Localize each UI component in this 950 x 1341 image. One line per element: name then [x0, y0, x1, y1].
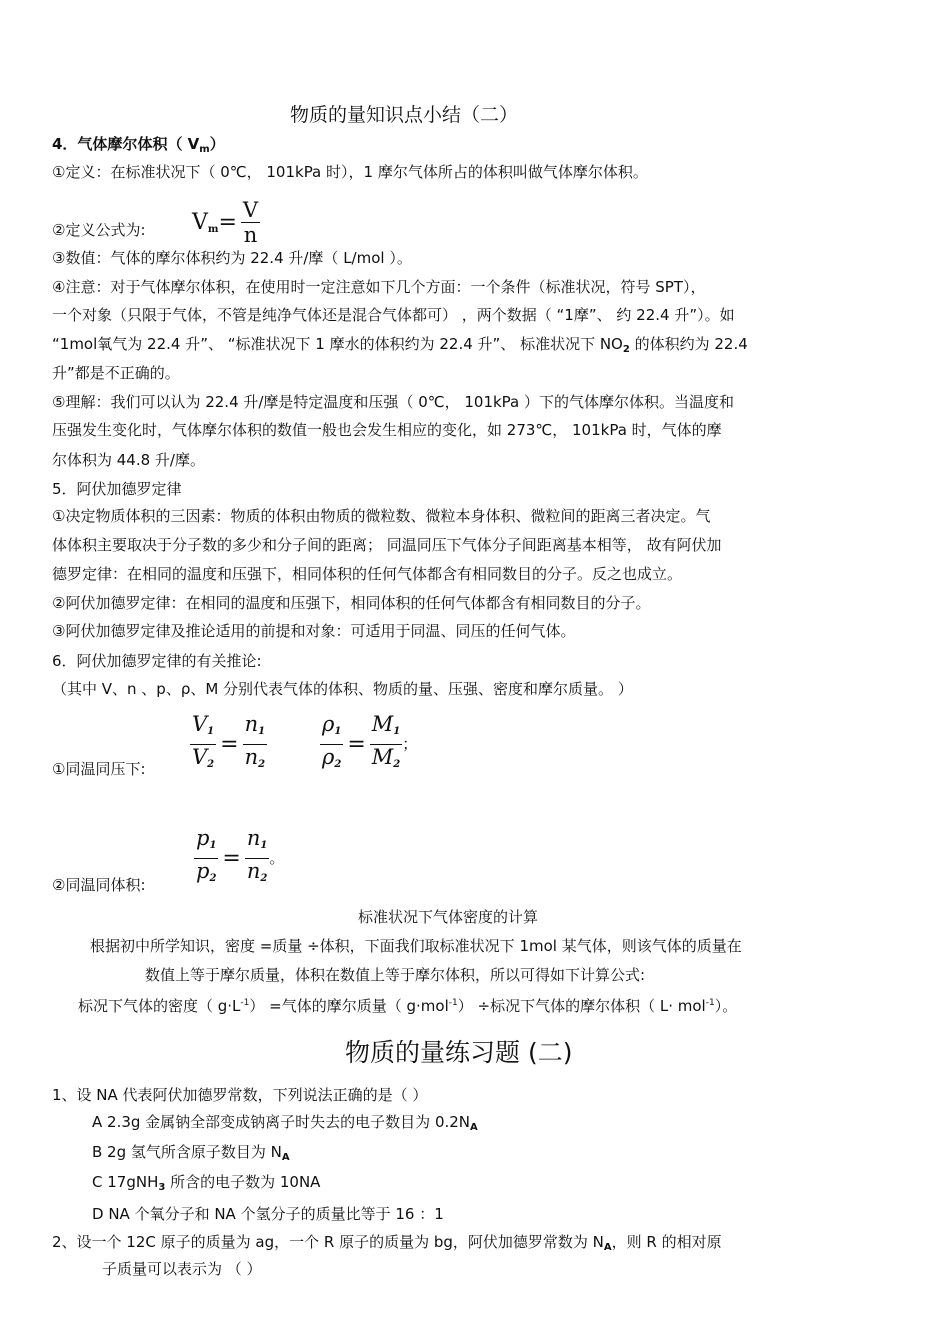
law-para-1: ①决定物质体积的三因素：物质的体积由物质的微粒数、微粒本身体积、微粒间的距离三者决定。气	[52, 507, 711, 525]
heading-4	[52, 134, 225, 160]
heading-5: 5．阿伏加德罗定律	[52, 480, 182, 498]
question-2: 2、设一个 12C 原子的质量为 ag，一个 R 原子的质量为 bg，阿伏加德罗常数为 $N_A$，则 R 的相对原	[52, 1233, 722, 1253]
density-calc-title: 标准状况下气体密度的计算	[358, 908, 539, 926]
vm-left: $V_m=$	[192, 210, 237, 235]
note-line-3: “1mol氧气为 22.4 升”、 “标准状况下 1 摩水的体积约为 22.4 升”、 标准状况下 $NO_2$ 的体积约为 22.4	[52, 335, 748, 355]
density-formula-line: 标况下气体的密度（ $g\cdot L^{-1}$） =气体的摩尔质量（ g·mol$^{-1}$） ÷标况下气体的摩尔体积（ L· mol$^{-1}$）。	[78, 997, 738, 1015]
density-line-2: 数值上等于摩尔质量，体积在数值上等于摩尔体积，所以可得如下计算公式:	[145, 966, 646, 984]
law-para-3: 德罗定律：在相同的温度和压强下，相同体积的任何气体都含有相同数目的分子。反之也成立。	[52, 565, 683, 583]
question-1: 1、设 NA 代表阿伏加德罗常数，下列说法正确的是（ ）	[52, 1086, 428, 1104]
law-para-4: ②阿伏加德罗定律：在相同的温度和压强下，相同体积的任何气体都含有相同数目的分子。	[52, 594, 651, 612]
note-line-1: ④注意：对于气体摩尔体积，在使用时一定注意如下几个方面：一个条件（标准状况，符号 SPT），	[52, 278, 706, 296]
definition-line: ①定义：在标准状况下（ 0℃， 101kPa 时），1 摩尔气体所占的体积叫做气体摩尔体积。	[52, 163, 648, 181]
note-line-4: 升”都是不正确的。	[52, 364, 180, 382]
ratio-formula-density: $\frac{\rho_1}{\rho_2}$ = $\frac{M_1}{M_2}$ ；	[322, 712, 418, 770]
variables-intro: （其中 V、n 、p、ρ、M 分别代表气体的体积、物质的量、压强、密度和摩尔质量。 ）	[52, 680, 633, 698]
question-1-option-a: A 2.3g 金属钠全部变成钠离子时失去的电子数目为 $0.2N_A$	[92, 1113, 478, 1133]
value-line: ③数值：气体的摩尔体积约为 22.4 升/摩（ L/mol ）。	[52, 249, 412, 267]
law-para-5: ③阿伏加德罗定律及推论适用的前提和对象：可适用于同温、同压的任何气体。	[52, 622, 576, 640]
density-line-1: 根据初中所学知识，密度 =质量 ÷体积，下面我们取标准状况下 1mol 某气体，则该气体的质量在	[90, 937, 742, 955]
law-para-2: 体体积主要取决于分子数的多少和分子间的距离； 同温同压下气体分子间距离基本相等， 故有阿伏加	[52, 536, 722, 554]
same-temp-pressure-label: ①同温同压下:	[52, 760, 146, 778]
heading-4-end: ）	[209, 135, 225, 153]
heading-4-text: 4．气体摩尔体积（ V	[52, 135, 200, 153]
heading-6: 6．阿伏加德罗定律的有关推论:	[52, 652, 262, 670]
understand-line-3: 尔体积为 44.8 升/摩。	[52, 451, 205, 469]
question-1-option-d: D NA 个氧分子和 NA 个氢分子的质量比等于 16 ：1	[92, 1205, 444, 1223]
summary-title: 物质的量知识点小结（二）	[290, 104, 519, 126]
same-temp-volume-label: ②同温同体积:	[52, 876, 146, 894]
understand-line-1: ⑤理解：我们可以认为 22.4 升/摩是特定温度和压强（ 0℃， 101kPa ）下的气体摩尔体积。当温度和	[52, 393, 735, 411]
question-1-option-b: B 2g 氢气所含原子数目为 $N_A$	[92, 1143, 290, 1163]
ratio-formula-volume: $\frac{V_1}{V_2}$ = $\frac{n_1}{n_2}$	[192, 712, 266, 770]
formula-label: ②定义公式为:	[52, 221, 146, 239]
vm-fraction: $\frac{V}{n}$	[242, 198, 259, 247]
question-2-cont: 子质量可以表示为 （ ）	[102, 1260, 262, 1278]
vm-formula	[188, 198, 260, 247]
exercise-title: 物质的量练习题 (二)	[345, 1038, 573, 1067]
question-1-option-c: C 17gNH$_3$ 所含的电子数为 10NA	[92, 1173, 321, 1193]
note-line-2: 一个对象（只限于气体，不管是纯净气体还是混合气体都可） ，两个数据（ “1摩”、 约 22.4 升”）。如	[52, 306, 735, 324]
heading-4-sub: m	[199, 144, 210, 155]
ratio-formula-pressure: $\frac{p_1}{p_2}$ = $\frac{n_1}{n_2}$ 。	[196, 826, 285, 884]
understand-line-2: 压强发生变化时，气体摩尔体积的数值一般也会发生相应的变化，如 273℃， 101kPa 时，气体的摩	[52, 421, 722, 439]
